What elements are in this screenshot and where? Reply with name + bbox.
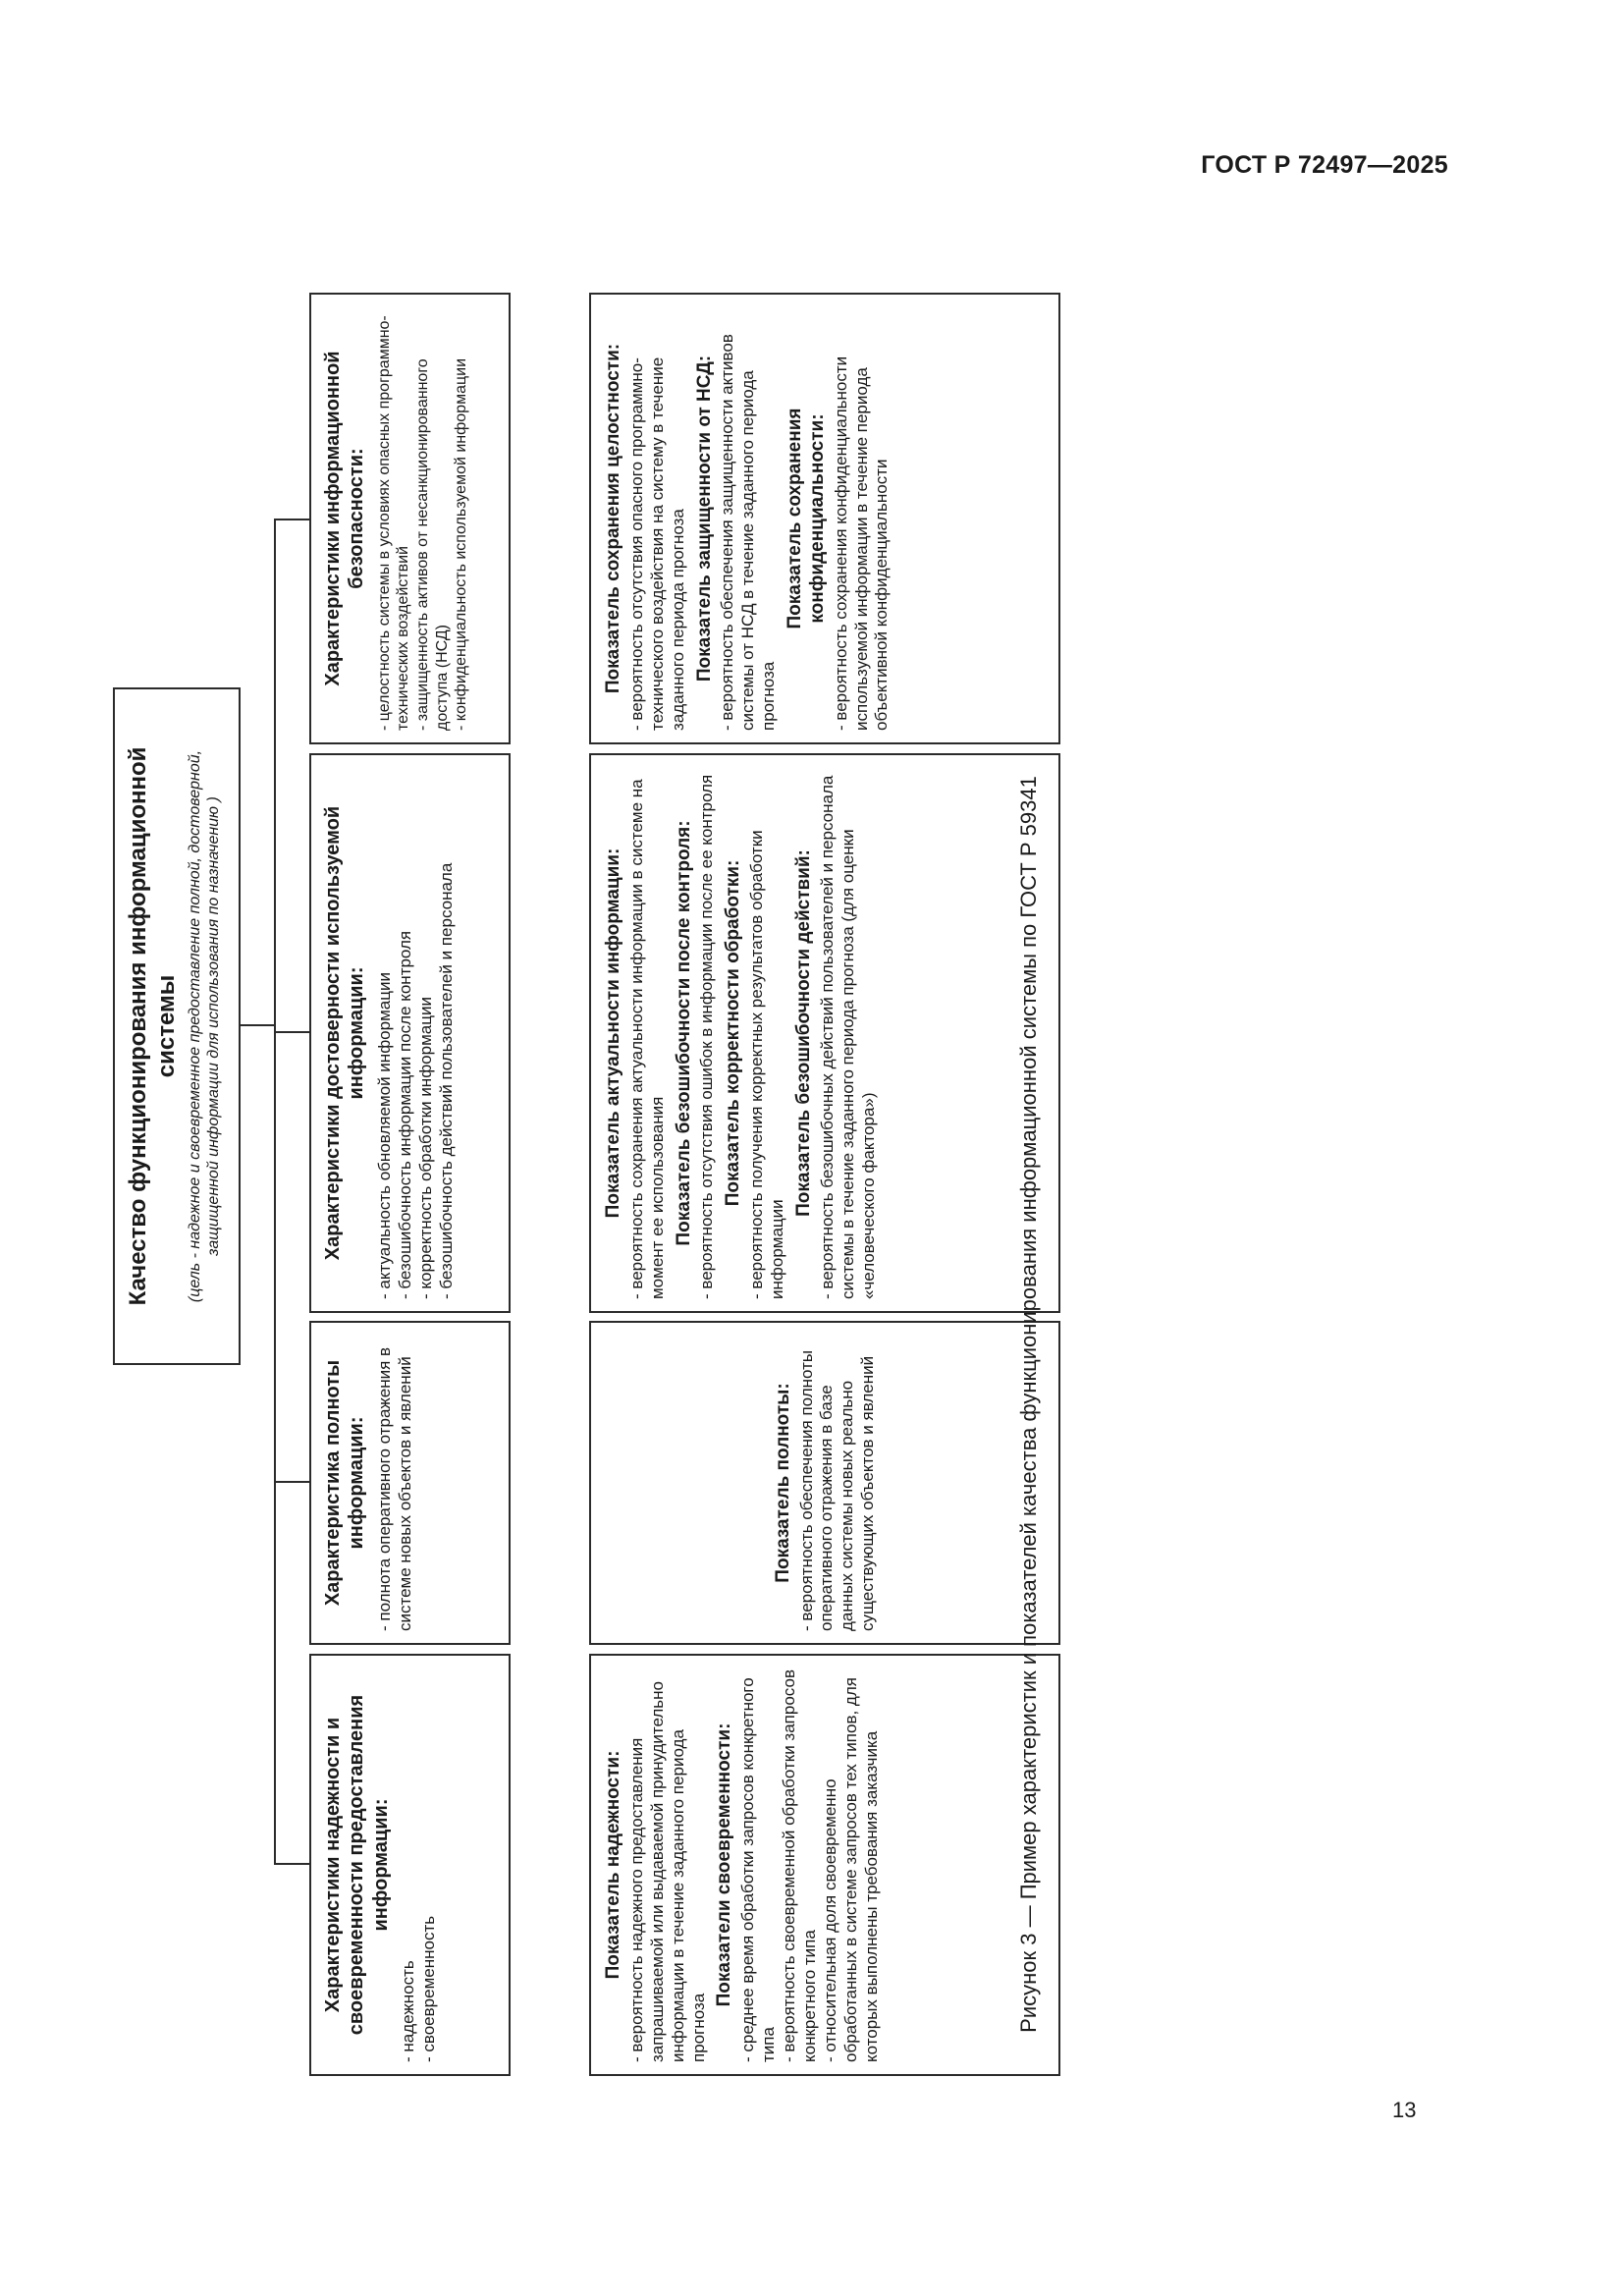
figure-caption: Рисунок 3 — Пример характеристик и показателей качества функционирования информационной системы по ГОСТ Р 59341	[1016, 776, 1041, 2033]
connector-col4	[274, 519, 309, 520]
indicator-title: Показатели своевременности:	[714, 1722, 735, 2007]
indicator-item: - вероятность получения корректных результатов обработки информации	[747, 830, 787, 1299]
indicator-item: - вероятность сохранения конфиденциальности используемой информации в течение периода объективной конфиденциальности	[831, 355, 892, 731]
indicator-title: Показатель сохранения целостности:	[603, 343, 623, 694]
indicator-title: Показатель актуальности информации:	[603, 847, 623, 1219]
indicator-item: - вероятность надежного предоставления запрашиваемой или выдаваемой принудительно информации в течение заданного периода прогноза	[626, 1681, 708, 2062]
indicator-title: Показатель полноты:	[772, 1383, 793, 1583]
indicator-box-validity	[589, 753, 1060, 1313]
characteristic-item: - защищенность активов от несанкционированного доступа (НСД)	[414, 358, 451, 731]
indicator-item: - вероятность обеспечения защищенности активов системы от НСД в течение заданного периода прогноза	[718, 334, 779, 731]
characteristic-item: - безошибочность действий пользователей и персонала	[436, 862, 456, 1299]
indicator-item: - среднее время обработки запросов конкретного типа	[738, 1677, 779, 2062]
connector-col3	[274, 1031, 309, 1033]
indicator-item: - вероятность сохранения актуальности информации в системе на момент ее использования	[626, 779, 667, 1299]
figure-diagram	[93, 285, 1075, 2092]
characteristic-title: Характеристики информационной безопасности:	[322, 351, 368, 686]
standard-header: ГОСТ Р 72497—2025	[1201, 151, 1448, 179]
connector-root-stem	[241, 1024, 275, 1026]
root-quality-box	[113, 687, 241, 1365]
characteristic-item: - безошибочность информации после контроля	[395, 930, 414, 1299]
indicator-item: - вероятность своевременной обработки запросов конкретного типа	[780, 1669, 819, 2062]
indicator-title: Показатель сохранения конфиденциальности:	[784, 408, 828, 629]
characteristic-item: - конфиденциальность используемой информации	[453, 357, 470, 731]
indicator-box-security	[589, 293, 1060, 744]
characteristic-title: Характеристики надежности и своевременности предоставления информации:	[322, 1694, 392, 2036]
indicator-item: - вероятность отсутствия ошибок в информации после ее контроля	[697, 774, 717, 1299]
connector-col1	[274, 1863, 309, 1865]
indicator-box-completeness	[589, 1321, 1060, 1645]
connector-horizontal-bus	[274, 519, 276, 1865]
characteristic-title: Характеристика полноты информации:	[322, 1359, 368, 1607]
root-subtitle: (цель - надежное и своевременное предоставление полной, достоверной, защищенной информации для использования по назначению )	[186, 749, 223, 1303]
characteristic-item: - актуальность обновляемой информации	[374, 972, 394, 1299]
indicator-title: Показатель надежности:	[603, 1750, 623, 1980]
indicator-item: - вероятность безошибочных действий пользователей и персонала системы в течение заданного периода прогноза (для оценки «человеческого фактора»)	[817, 775, 878, 1299]
indicator-item: - вероятность отсутствия опасного программно-технического воздействия на систему в течение заданного периода прогноза	[626, 356, 687, 731]
root-title: Качество функционирования информационной системы	[125, 746, 180, 1306]
characteristic-box-validity	[309, 753, 511, 1313]
indicator-title: Показатель безошибочности после контроля:	[673, 820, 694, 1246]
characteristic-box-completeness	[309, 1321, 511, 1645]
characteristic-item: - полнота оперативного отражения в системе новых объектов и явлений	[374, 1346, 414, 1631]
characteristic-item: - корректность обработки информации	[415, 997, 435, 1299]
indicator-title: Показатель защищенности от НСД:	[693, 355, 715, 683]
characteristic-item: - целостность системы в условиях опасных программно-технических воздействий	[375, 315, 412, 731]
characteristic-title: Характеристики достоверности используемой информации:	[322, 805, 368, 1261]
characteristic-box-reliability	[309, 1654, 511, 2076]
connector-col2	[274, 1481, 309, 1483]
page-number: 13	[1392, 2098, 1417, 2122]
characteristic-item: - своевременность	[419, 1915, 439, 2062]
characteristic-item: - надежность	[399, 1960, 418, 2062]
indicator-title: Показатель безошибочности действий:	[792, 849, 814, 1217]
characteristic-box-security	[309, 293, 511, 744]
indicator-title: Показатель корректности обработки:	[723, 859, 744, 1207]
indicator-box-reliability	[589, 1654, 1060, 2076]
indicator-item: - относительная доля своевременно обработанных в системе запросов тех типов, для которых выполнены требования заказчика	[820, 1677, 881, 2062]
indicator-item: - вероятность обеспечения полноты оперативного отражения в базе данных системы новых реально существующих объектов и явлений	[796, 1349, 878, 1631]
